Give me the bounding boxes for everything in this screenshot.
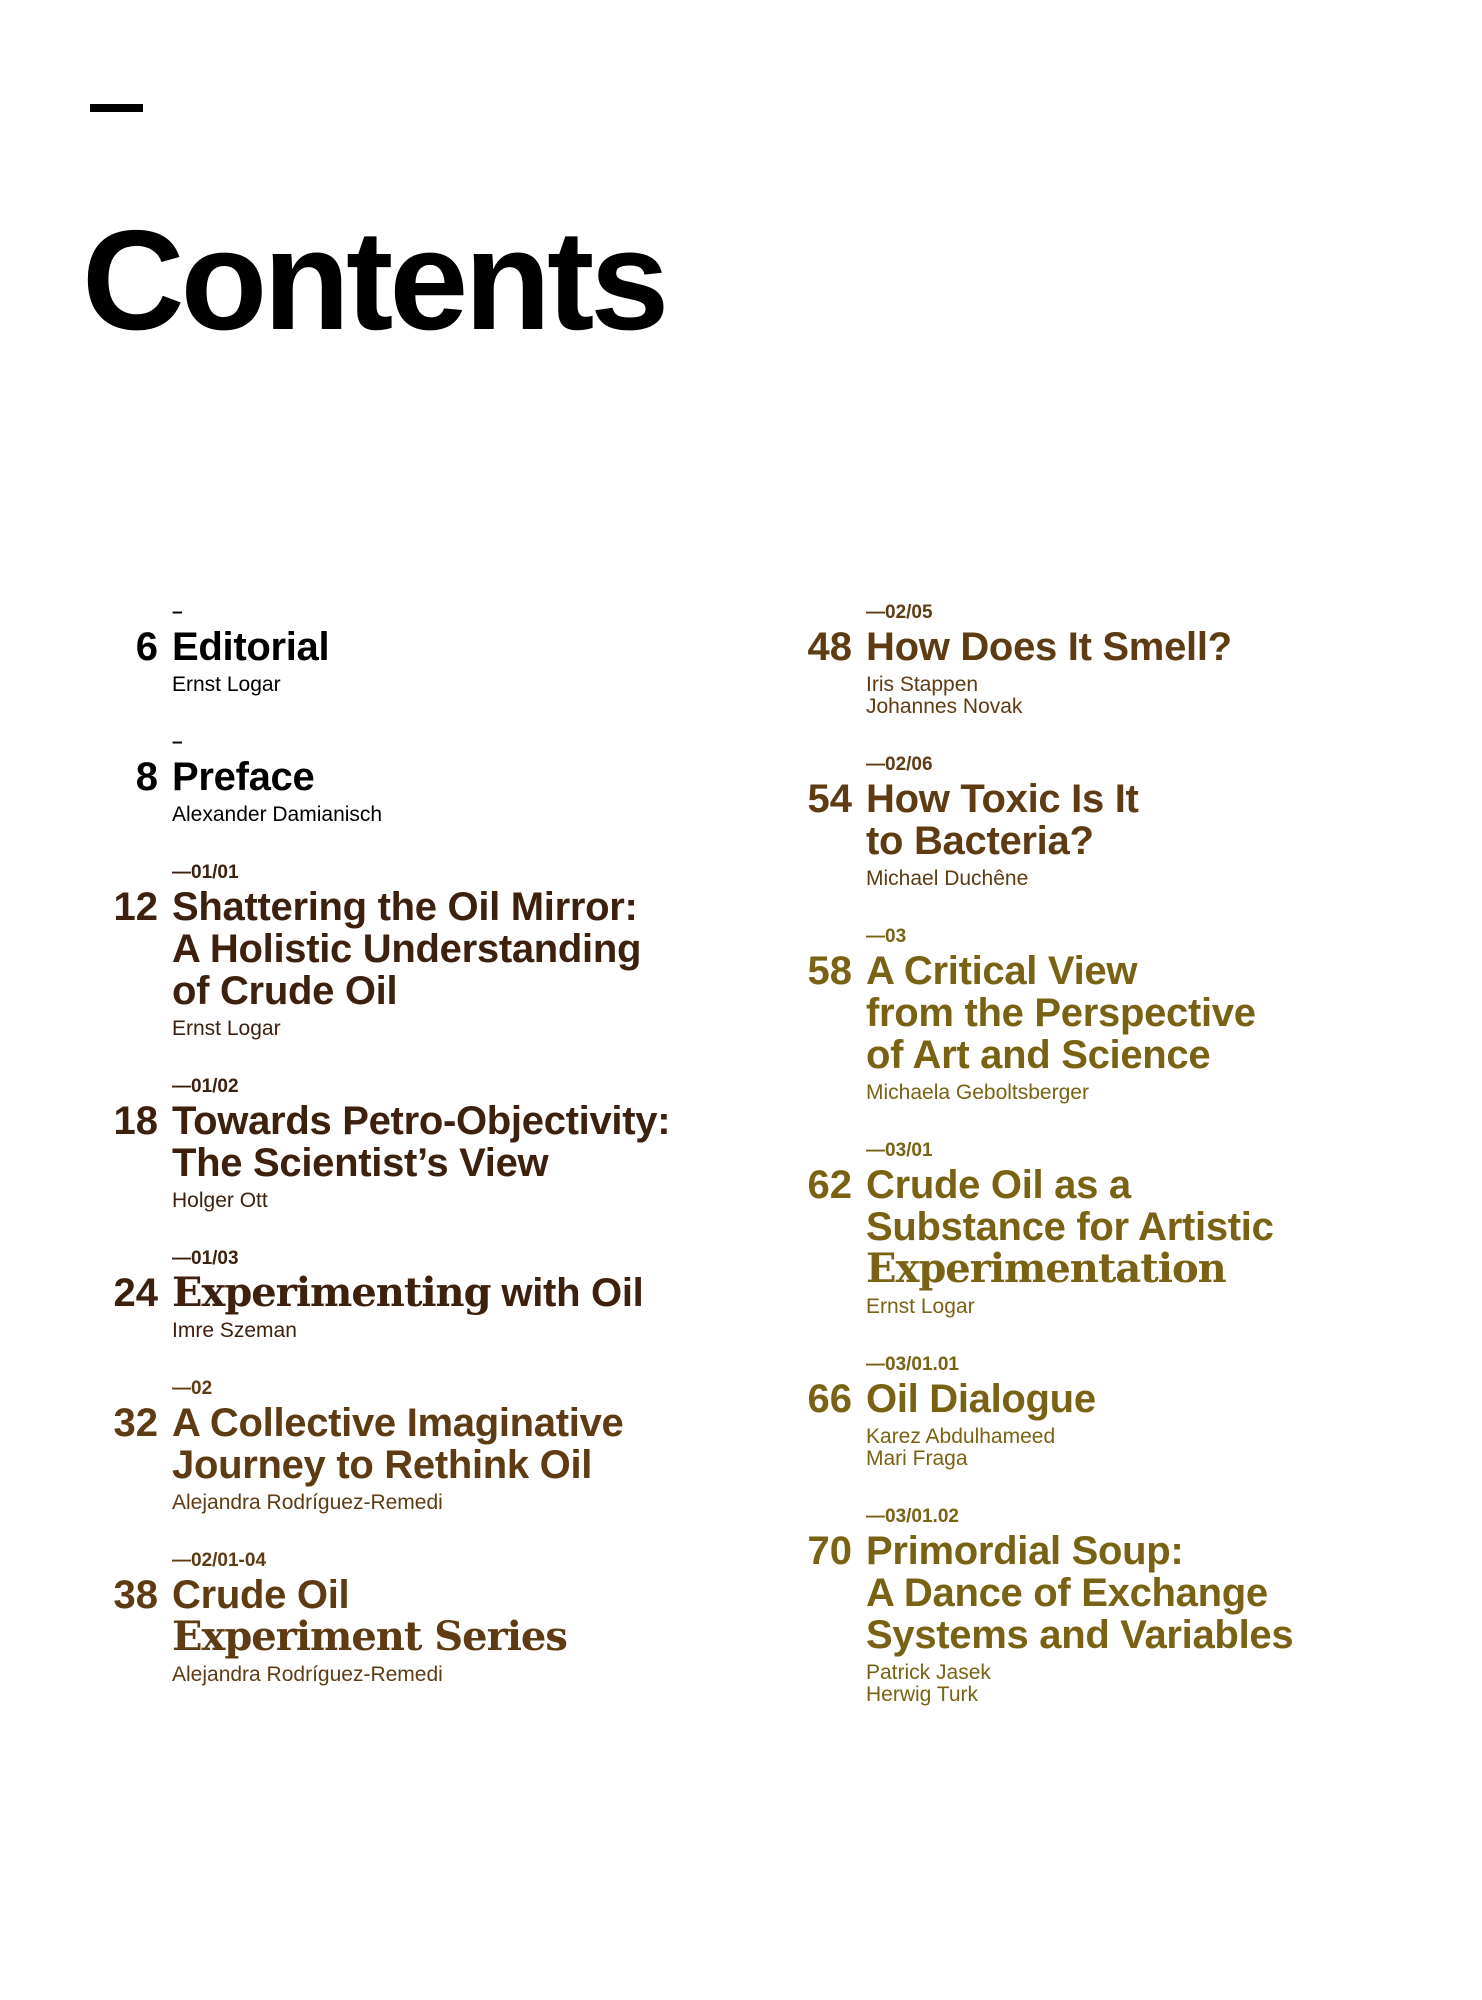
section-number: – (172, 732, 183, 753)
section-number: —01/02 (172, 1076, 239, 1097)
toc-entry-row (0, 1100, 740, 1184)
page-number: 70 (807, 1529, 852, 1573)
entry-title[interactable] (172, 1574, 567, 1658)
section-number: —02 (172, 1378, 213, 1399)
page-number: 62 (807, 1163, 852, 1207)
entry-title-line: Shattering the Oil Mirror: (172, 885, 638, 929)
author-name: Patrick Jasek (866, 1661, 991, 1684)
author-name: Iris Stappen (866, 673, 979, 696)
entry-authors (866, 1426, 1482, 1470)
page-number: 24 (113, 1271, 158, 1315)
entry-title-line: A Dance of Exchange (866, 1571, 1268, 1615)
page-number: 48 (807, 625, 852, 669)
entry-title-line: Crude Oil (172, 1573, 350, 1617)
section-number: —03/01.02 (866, 1506, 959, 1527)
toc-left-column (0, 600, 740, 1720)
entry-title-line: to Bacteria? (866, 819, 1094, 863)
section-number: —03 (866, 926, 907, 947)
toc-right-column (780, 600, 1482, 1740)
toc-entry[interactable] (780, 752, 1482, 890)
section-number: —03/01.01 (866, 1354, 959, 1375)
entry-title-line: Towards Petro-Objectivity: (172, 1099, 671, 1143)
entry-title-line: Experimentation (866, 1245, 1226, 1292)
entry-title[interactable] (172, 886, 641, 1012)
entry-authors (172, 1018, 740, 1040)
page-title: Contents (82, 201, 666, 360)
author-name: Herwig Turk (866, 1683, 979, 1706)
entry-authors (866, 1296, 1482, 1318)
page-number: 12 (113, 885, 158, 929)
entry-title-line: The Scientist’s View (172, 1141, 549, 1185)
entry-title-line: A Critical View (866, 949, 1138, 993)
section-number: —01/01 (172, 862, 239, 883)
author-name: Holger Ott (172, 1189, 268, 1212)
toc-entry[interactable] (0, 600, 740, 696)
entry-title-line: Preface (172, 755, 315, 799)
entry-title-line: Experiment Series (172, 1613, 567, 1660)
section-number: —02/05 (866, 602, 933, 623)
title-rest: with Oil (490, 1271, 644, 1315)
entry-authors (172, 1664, 740, 1686)
toc-entry-row (780, 1378, 1482, 1420)
toc-entry-row (780, 778, 1482, 862)
author-name: Johannes Novak (866, 695, 1023, 718)
toc-entry-row (0, 1269, 740, 1316)
page-number: 58 (807, 949, 852, 993)
entry-title[interactable] (866, 950, 1256, 1076)
entry-title[interactable] (172, 1402, 623, 1486)
author-name: Karez Abdulhameed (866, 1425, 1056, 1448)
section-number: —01/03 (172, 1248, 239, 1269)
serif-word: Experimenting (172, 1269, 491, 1316)
section-number: – (172, 602, 183, 623)
entry-title-line: Substance for Artistic (866, 1205, 1274, 1249)
entry-title-line: Editorial (172, 625, 330, 669)
toc-entry[interactable] (0, 1246, 740, 1342)
page-number: 6 (135, 625, 158, 669)
toc-entry[interactable] (0, 1074, 740, 1212)
entry-title[interactable] (172, 1100, 670, 1184)
page-number: 32 (113, 1401, 158, 1445)
entry-title[interactable] (866, 1164, 1274, 1290)
toc-entry[interactable] (780, 600, 1482, 718)
entry-authors (866, 674, 1482, 718)
toc-entry[interactable] (0, 1548, 740, 1686)
toc-entry-row (780, 626, 1482, 668)
author-name: Ernst Logar (172, 1017, 281, 1040)
entry-title-line: Journey to Rethink Oil (172, 1443, 593, 1487)
page-number: 18 (113, 1099, 158, 1143)
page-number: 8 (135, 755, 158, 799)
toc-entry[interactable] (780, 1352, 1482, 1470)
entry-title-line: of Art and Science (866, 1033, 1211, 1077)
toc-entry-row (0, 756, 740, 798)
entry-title[interactable] (172, 756, 314, 798)
toc-entry[interactable] (780, 924, 1482, 1104)
entry-authors (172, 1320, 740, 1342)
entry-title-line: How Does It Smell? (866, 625, 1232, 669)
entry-title[interactable] (172, 1269, 644, 1316)
author-name: Michael Duchêne (866, 867, 1029, 890)
entry-title-line: A Holistic Understanding (172, 927, 642, 971)
author-name: Michaela Geboltsberger (866, 1081, 1089, 1104)
entry-title-line: Systems and Variables (866, 1613, 1294, 1657)
section-number: —02/01-04 (172, 1550, 267, 1571)
entry-authors (172, 1190, 740, 1212)
entry-title-line: Crude Oil as a (866, 1163, 1131, 1207)
toc-entry-row (780, 1164, 1482, 1290)
entry-authors (172, 804, 740, 826)
entry-title-line: of Crude Oil (172, 969, 398, 1013)
decorative-dash (90, 104, 143, 112)
toc-entry[interactable] (0, 730, 740, 826)
page-number: 66 (807, 1377, 852, 1421)
toc-entry[interactable] (0, 1376, 740, 1514)
toc-entry[interactable] (780, 1504, 1482, 1706)
toc-entry-row (0, 886, 740, 1012)
page-number: 38 (113, 1573, 158, 1617)
entry-title[interactable] (866, 626, 1232, 668)
entry-authors (172, 674, 740, 696)
section-number: —02/06 (866, 754, 933, 775)
section-number: —03/01 (866, 1140, 933, 1161)
toc-entry-row (0, 1574, 740, 1658)
toc-entry-row (0, 626, 740, 668)
toc-entry-row (780, 1530, 1482, 1656)
entry-title[interactable] (866, 1530, 1293, 1656)
entry-title[interactable] (866, 778, 1139, 862)
toc-entry-row (0, 1402, 740, 1486)
entry-authors (172, 1492, 740, 1514)
entry-title-line: How Toxic Is It (866, 777, 1139, 821)
toc-entry[interactable] (0, 860, 740, 1040)
toc-entry-row (780, 950, 1482, 1076)
author-name: Ernst Logar (172, 673, 281, 696)
author-name: Ernst Logar (866, 1295, 975, 1318)
entry-title[interactable] (866, 1378, 1096, 1420)
entry-title-line: A Collective Imaginative (172, 1401, 624, 1445)
entry-authors (866, 868, 1482, 890)
entry-title-line: Oil Dialogue (866, 1377, 1096, 1421)
author-name: Alejandra Rodríguez-Remedi (172, 1491, 443, 1514)
author-name: Alexander Damianisch (172, 803, 383, 826)
entry-title-line (172, 1269, 644, 1316)
entry-title[interactable] (172, 626, 329, 668)
entry-title-line: Primordial Soup: (866, 1529, 1184, 1573)
page-number: 54 (807, 777, 852, 821)
author-name: Mari Fraga (866, 1447, 968, 1470)
toc-entry[interactable] (780, 1138, 1482, 1318)
entry-authors (866, 1662, 1482, 1706)
entry-authors (866, 1082, 1482, 1104)
entry-title-line: from the Perspective (866, 991, 1256, 1035)
author-name: Alejandra Rodríguez-Remedi (172, 1663, 443, 1686)
author-name: Imre Szeman (172, 1319, 297, 1342)
